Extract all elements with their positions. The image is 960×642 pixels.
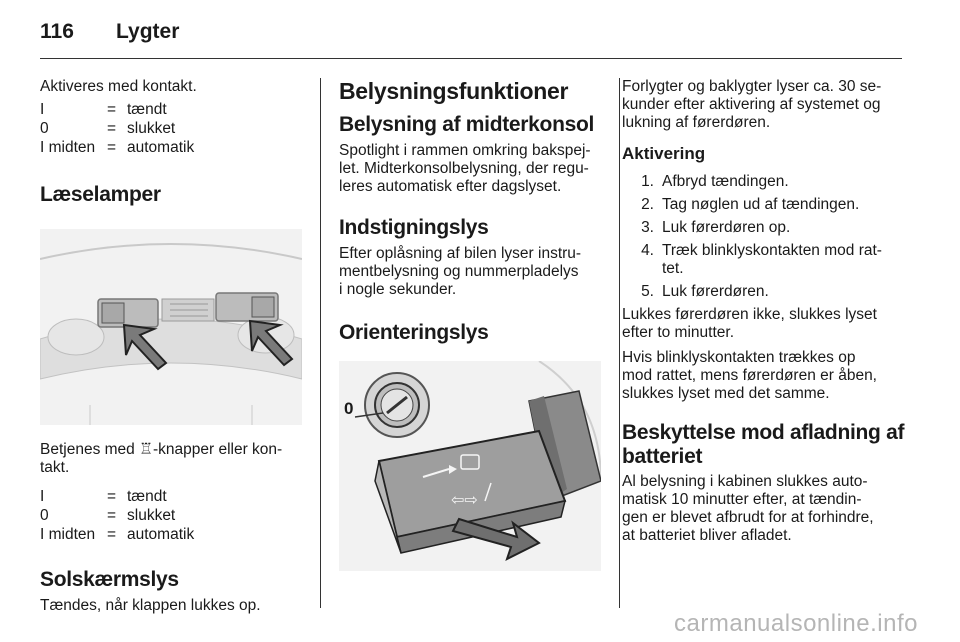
- intro-text: Forlygter og baklygter lyser ca. 30 se- kunder efter aktivering af systemet og lukning af førerdøren.: [622, 78, 882, 131]
- column-2: [339, 78, 601, 571]
- reading-lamps-figure: [40, 229, 302, 425]
- equals-sign: =: [107, 507, 117, 524]
- section-heading-midterkonsol: Belysning af midterkonsol: [339, 113, 595, 136]
- svg-text:⇦⇨: ⇦⇨: [451, 490, 478, 509]
- switch-key: 0: [40, 507, 49, 524]
- paragraph: Lukkes førerdøren ikke, slukkes lyset efter to minutter.: [622, 306, 877, 341]
- column-divider: [320, 78, 321, 608]
- list-item: [622, 283, 906, 301]
- step-text: Træk blinklyskontakten mod rat- tet.: [662, 242, 882, 277]
- section-heading-laeselamper: Læselamper: [40, 183, 161, 206]
- indstigning-text: Efter oplåsning af bilen lyser instru- mentbelysning og nummerpladelys i nogle sekunder.: [339, 245, 582, 298]
- table-row: [40, 100, 302, 119]
- equals-sign: =: [107, 101, 117, 118]
- switch-key: I: [40, 488, 45, 505]
- step-text: Luk førerdøren op.: [662, 219, 791, 236]
- section-heading-indstigning: Indstigningslys: [339, 216, 489, 239]
- list-item: [622, 196, 906, 214]
- section-heading-aktivering: Aktivering: [622, 144, 706, 163]
- section-heading-beskyttelse: Beskyttelse mod afladning af batteriet: [622, 421, 905, 468]
- equals-sign: =: [107, 526, 117, 543]
- orientation-light-figure: [339, 361, 601, 571]
- equals-sign: =: [107, 488, 117, 505]
- watermark: carmanualsonline.info: [674, 610, 918, 637]
- switch-value: slukket: [127, 507, 176, 524]
- table-row: [40, 119, 302, 138]
- table-row: [40, 506, 302, 525]
- table-row: [40, 525, 302, 544]
- main-heading: Belysningsfunktioner: [339, 78, 569, 104]
- page-header: [40, 18, 902, 60]
- step-number: 5.: [641, 283, 654, 300]
- step-text: Luk førerdøren.: [662, 283, 769, 300]
- section-heading-orientering: Orienteringslys: [339, 321, 489, 344]
- beskyttelse-text: Al belysning i kabinen slukkes auto- matisk 10 minutter efter, at tændin- gen er blevet afbrudt for at forhindre, at batteriet bliver afladet.: [622, 473, 874, 544]
- section-heading-solskaerm: Solskærmslys: [40, 568, 179, 591]
- intro-text: Aktiveres med kontakt.: [40, 78, 197, 95]
- paragraph: Hvis blinklyskontakten trækkes op mod rattet, mens førerdøren er åben, slukkes lyset med det samme.: [622, 349, 877, 402]
- equals-sign: =: [107, 139, 117, 156]
- page-number: 116: [40, 20, 74, 43]
- equals-sign: =: [107, 120, 117, 137]
- switch-table-2: [40, 487, 302, 544]
- table-row: [40, 487, 302, 506]
- column-divider: [619, 78, 620, 608]
- switch-key: I midten: [40, 139, 96, 156]
- switch-value: tændt: [127, 101, 167, 118]
- list-item: [622, 173, 906, 191]
- switch-value: slukket: [127, 120, 176, 137]
- midterkonsol-text: Spotlight i rammen omkring bakspej- let. Midterkonsolbelysning, der regu- leres automatisk efter dagslyset.: [339, 142, 591, 195]
- solskaerm-text: Tændes, når klappen lukkes op.: [40, 597, 261, 614]
- step-text: Tag nøglen ud af tændingen.: [662, 196, 860, 213]
- reading-lamps-illustration: [40, 229, 302, 425]
- switch-value: automatik: [127, 526, 195, 543]
- column-3: [622, 78, 906, 545]
- laeselamper-text: Betjenes med ♖-knapper eller kon- takt.: [40, 441, 283, 476]
- step-number: 4.: [641, 242, 654, 259]
- switch-value: automatik: [127, 139, 195, 156]
- switch-key: I midten: [40, 526, 96, 543]
- activation-steps: [622, 173, 906, 301]
- column-1: [40, 78, 302, 615]
- list-item: [622, 219, 906, 237]
- switch-value: tændt: [127, 488, 167, 505]
- running-title: Lygter: [116, 20, 180, 43]
- step-number: 2.: [641, 196, 654, 213]
- step-text: Afbryd tændingen.: [662, 173, 789, 190]
- switch-key: I: [40, 101, 45, 118]
- table-row: [40, 138, 302, 157]
- switch-table-1: [40, 100, 302, 157]
- header-rule: [40, 58, 902, 59]
- step-number: 3.: [641, 219, 654, 236]
- step-number: 1.: [641, 173, 654, 190]
- turn-signal-stalk-illustration: [339, 361, 601, 571]
- list-item: [622, 242, 906, 278]
- figure-label: 0: [344, 399, 354, 418]
- switch-key: 0: [40, 120, 49, 137]
